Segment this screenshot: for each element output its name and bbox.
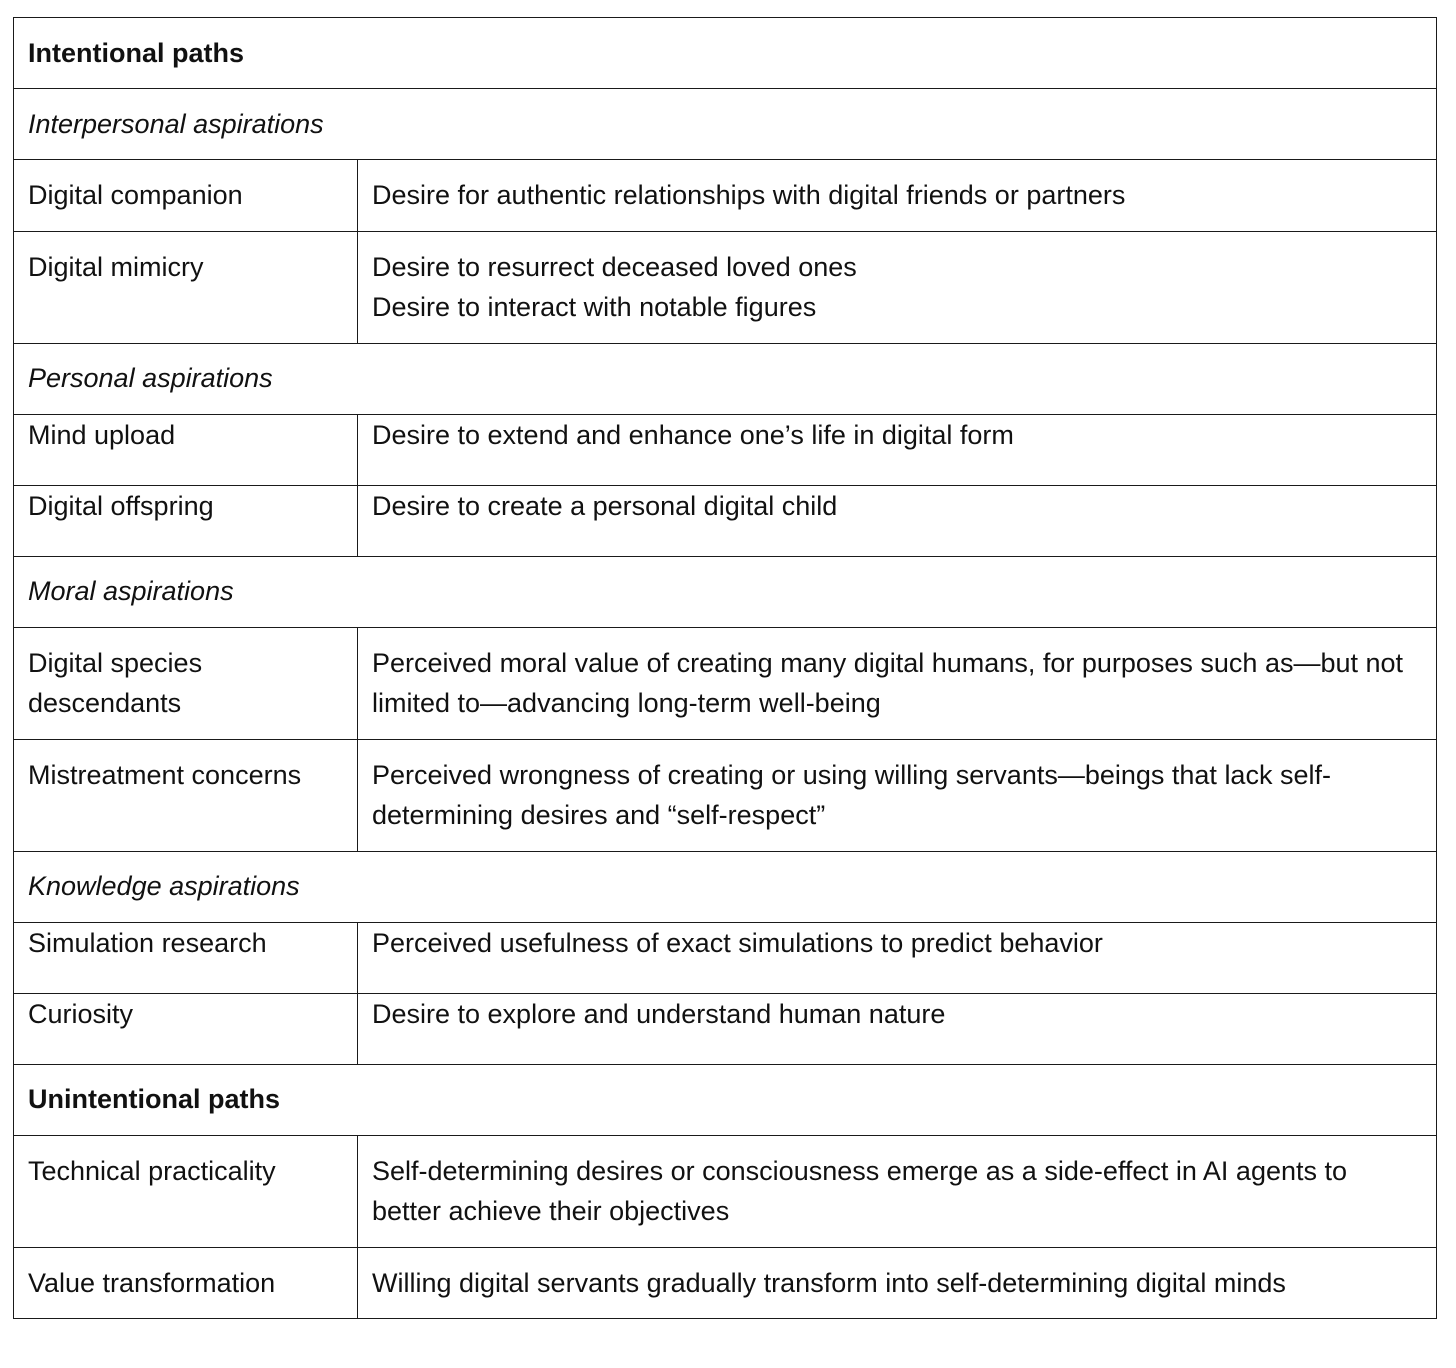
path-description-cell [358, 485, 1437, 556]
table-row [14, 627, 1437, 739]
path-name: Simulation research [28, 927, 267, 958]
table-row [14, 922, 1437, 993]
path-description: Willing digital servants gradually transform into self-determining digital minds [372, 1267, 1286, 1298]
path-description-cell [358, 922, 1437, 993]
path-description-cell [358, 993, 1437, 1064]
path-description-cell [358, 160, 1437, 232]
path-description: Perceived usefulness of exact simulations to predict behavior [372, 927, 1103, 958]
group-header-row [14, 89, 1437, 160]
path-name: Value transformation [28, 1267, 276, 1298]
group-header-row [14, 343, 1437, 414]
group-title: Knowledge aspirations [14, 851, 1437, 922]
table-row [14, 160, 1437, 232]
path-name-cell [14, 485, 358, 556]
group-title: Personal aspirations [14, 343, 1437, 414]
path-description-cell [358, 1135, 1437, 1247]
path-name: Mistreatment concerns [28, 759, 302, 790]
group-title: Moral aspirations [14, 556, 1437, 627]
table-row [14, 231, 1437, 343]
table-row [14, 485, 1437, 556]
path-name: Digital species descendants [28, 647, 203, 718]
path-name-cell [14, 160, 358, 232]
path-description-cell [358, 414, 1437, 485]
path-description-cell [358, 231, 1437, 343]
path-name: Curiosity [28, 998, 134, 1029]
path-description: Perceived wrongness of creating or using willing servants—beings that lack self-determining desires and “self-respect” [372, 759, 1331, 830]
group-header-row [14, 556, 1437, 627]
path-name: Digital mimicry [28, 251, 204, 282]
path-name-cell [14, 993, 358, 1064]
path-description: Desire to interact with notable figures [372, 292, 817, 322]
path-name-cell [14, 922, 358, 993]
table-row [14, 414, 1437, 485]
path-description: Desire to resurrect deceased loved ones [372, 251, 857, 282]
group-title: Interpersonal aspirations [14, 89, 1437, 160]
path-name: Technical practicality [28, 1155, 276, 1186]
path-description: Perceived moral value of creating many digital humans, for purposes such as—but not limited to—advancing long-term well-being [372, 647, 1404, 718]
table-row [14, 993, 1437, 1064]
path-description-cell [358, 739, 1437, 851]
path-description-cell [358, 1247, 1437, 1319]
table-row [14, 739, 1437, 851]
section-title: Intentional paths [14, 18, 1437, 89]
path-description: Self-determining desires or consciousness emerge as a side-effect in AI agents to better achieve their objectives [372, 1155, 1348, 1226]
table-row [14, 1247, 1437, 1319]
path-name: Mind upload [28, 419, 176, 450]
path-name-cell [14, 627, 358, 739]
path-description: Desire for authentic relationships with digital friends or partners [372, 180, 1126, 210]
path-description-cell [358, 627, 1437, 739]
path-name: Digital offspring [28, 490, 214, 521]
path-description: Desire to extend and enhance one’s life in digital form [372, 419, 1014, 450]
path-name-cell [14, 1135, 358, 1247]
section-header-row [14, 1064, 1437, 1135]
path-name: Digital companion [28, 180, 243, 210]
path-description: Desire to explore and understand human nature [372, 998, 946, 1029]
path-name-cell [14, 739, 358, 851]
section-title: Unintentional paths [14, 1064, 1437, 1135]
table-row [14, 1135, 1437, 1247]
path-name-cell [14, 1247, 358, 1319]
path-name-cell [14, 414, 358, 485]
paths-table [13, 17, 1437, 1319]
table-body [14, 18, 1437, 1319]
section-header-row [14, 18, 1437, 89]
path-name-cell [14, 231, 358, 343]
group-header-row [14, 851, 1437, 922]
path-description: Desire to create a personal digital child [372, 490, 838, 521]
